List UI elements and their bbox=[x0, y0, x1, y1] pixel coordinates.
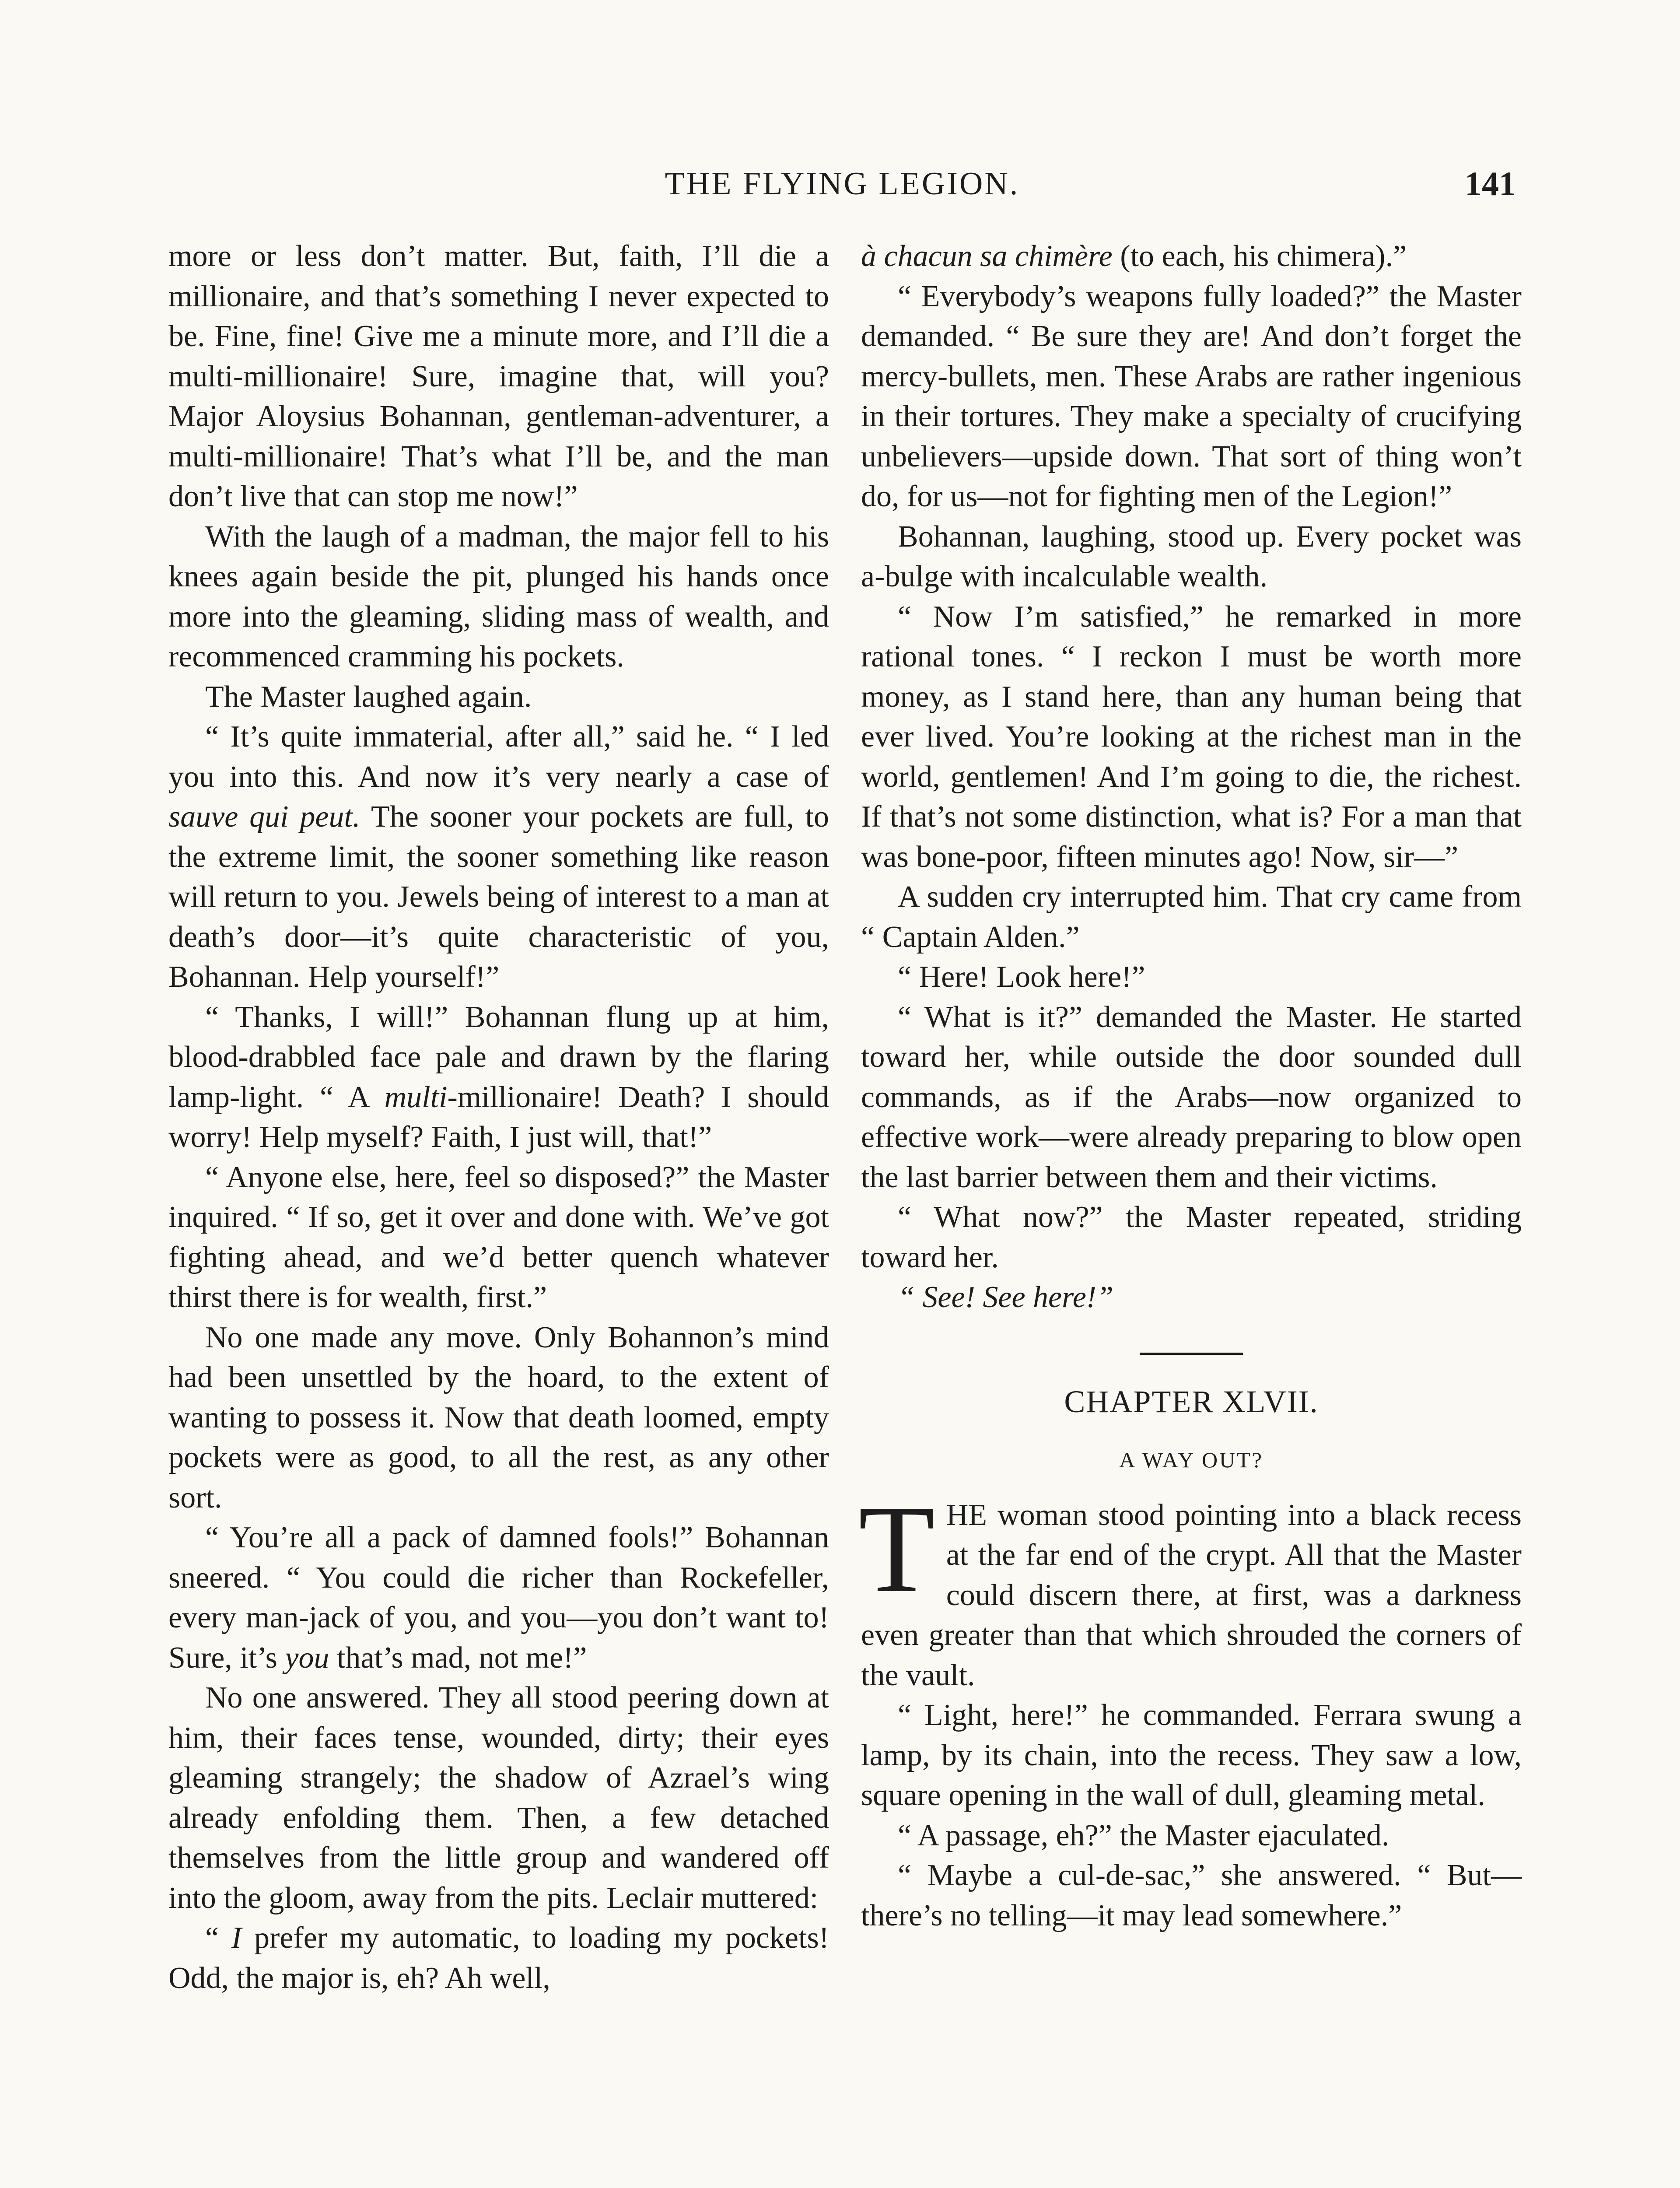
paragraph: No one answered. They all stood peering down at him, their faces tense, wounded, dirty; their eyes gleaming strangely; the shadow of Azrael’s wing already enfolding them. Then, a few detached themselves from the little group and wandered off into the gloom, away from the pits. Leclair muttered: bbox=[168, 1681, 829, 1915]
paragraph: HE woman stood pointing into a black recess at the far end of the crypt. All that the Master could discern there, at first, was a darkness even greater than that which shrouded the corners of the vault. bbox=[861, 1498, 1522, 1692]
section-rule bbox=[1140, 1353, 1243, 1355]
paragraph: No one made any move. Only Bohannon’s mind had been unsettled by the hoard, to the extent of wanting to possess it. Now that death loomed, empty pockets were as good, to all the rest, as any other sort. bbox=[168, 1320, 829, 1515]
paragraph: more or less don’t matter. But, faith, I’ll die a millionaire, and that’s something I never expected to be. Fine, fine! Give me a minute more, and I’ll die a multi-millionaire! Sure, imagine that, will you? Major Aloysius Bohannan, gentleman-adventurer, a multi-millionaire! That’s what I’ll be, and the man don’t live that can stop me now!” bbox=[168, 239, 829, 513]
paragraph: “ Now I’m satisfied,” he remarked in more rational tones. “ I reckon I must be worth more money, as I stand here, than any human being that ever lived. You’re looking at the richest man in the world, gentlemen! And I’m going to die, the richest. If that’s not some distinction, what is? For a man that was bone-poor, fifteen minutes ago! Now, sir—” bbox=[861, 600, 1522, 874]
right-column-text bbox=[861, 236, 1522, 1318]
paragraph: The Master laughed again. bbox=[205, 680, 532, 714]
paragraph: à chacun sa chimère (to each, his chimera).” bbox=[861, 239, 1407, 273]
paragraph: “ Light, here!” he commanded. Ferrara swung a lamp, by its chain, into the recess. They saw a low, square opening in the wall of dull, gleaming metal. bbox=[861, 1698, 1522, 1812]
page-header bbox=[168, 158, 1516, 210]
chapter-title: CHAPTER XLVII. bbox=[1064, 1384, 1319, 1419]
paragraph: With the laugh of a madman, the major fell to his knees again beside the pit, plunged his hands once more into the gleaming, sliding mass of wealth, and recommenced cramming his pockets. bbox=[168, 519, 829, 673]
paragraph: Bohannan, laughing, stood up. Every pocket was a-bulge with incalculable wealth. bbox=[861, 519, 1522, 593]
paragraph: “ A passage, eh?” the Master ejaculated. bbox=[898, 1818, 1390, 1852]
chapter-subtitle: A WAY OUT? bbox=[1119, 1448, 1264, 1472]
running-title: THE FLYING LEGION. bbox=[665, 166, 1020, 202]
paragraph: “ Maybe a cul-de-sac,” she answered. “ But—there’s no telling—it may lead somewhere.” bbox=[861, 1858, 1522, 1932]
paragraph: “ What is it?” demanded the Master. He started toward her, while outside the door sounded dull commands, as if the Arabs—now organized to effective work—were already preparing to blow open the last barrier between them and their victims. bbox=[861, 1000, 1522, 1194]
paragraph: “ See! See here!” bbox=[898, 1280, 1114, 1314]
paragraph: A sudden cry interrupted him. That cry came from “ Captain Alden.” bbox=[861, 880, 1522, 954]
chapter-body bbox=[858, 1479, 1522, 1936]
drop-cap: T bbox=[858, 1479, 935, 1618]
paragraph: “ You’re all a pack of damned fools!” Bohannan sneered. “ You could die richer than Rockefeller, every man-jack of you, and you—you don’t want to! Sure, it’s you that’s mad, not me!” bbox=[168, 1521, 829, 1675]
paragraph: “ What now?” the Master repeated, striding toward her. bbox=[861, 1200, 1522, 1274]
paragraph: “ It’s quite immaterial, after all,” said he. “ I led you into this. And now it’s very nearly a case of sauve qui peut. The sooner your pockets are full, to the extreme limit, the sooner something like reason will return to you. Jewels being of interest to a man at death’s door—it’s quite characteristic of you, Bohannan. Help yourself!” bbox=[168, 720, 829, 994]
paragraph: “ Thanks, I will!” Bohannan flung up at him, blood-drabbled face pale and drawn by the flaring lamp-light. “ A multi-millionaire! Death? I should worry! Help myself? Faith, I just will, that!” bbox=[168, 1000, 829, 1154]
paragraph: “ Here! Look here!” bbox=[898, 960, 1145, 994]
paragraph: “ Everybody’s weapons fully loaded?” the Master demanded. “ Be sure they are! And don’t forget the mercy-bullets, men. These Arabs are rather ingenious in their tortures. They make a specialty of crucifying unbelievers—upside down. That sort of thing won’t do, for us—not for fighting men of the Legion!” bbox=[861, 279, 1522, 513]
paragraph: “ Anyone else, here, feel so disposed?” the Master inquired. “ If so, get it over and done with. We’ve got fighting ahead, and we’d better quench whatever thirst there is for wealth, first.” bbox=[168, 1160, 829, 1314]
paragraph: “ I prefer my automatic, to loading my pockets! Odd, the major is, eh? Ah well, bbox=[168, 1921, 829, 1995]
page-number: 141 bbox=[1465, 165, 1516, 203]
right-column bbox=[858, 236, 1522, 1936]
left-column bbox=[168, 236, 829, 1998]
